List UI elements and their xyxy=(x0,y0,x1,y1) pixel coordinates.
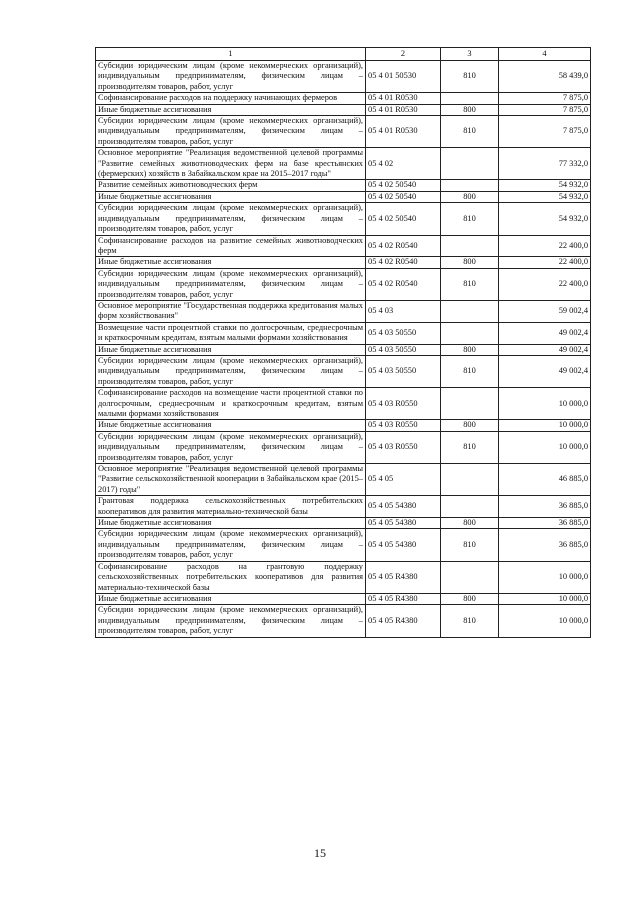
row-sum-cell: 10 000,0 xyxy=(499,388,591,420)
row-code-cell: 05 4 03 50550 xyxy=(366,322,441,344)
row-code-cell: 05 4 05 xyxy=(366,464,441,496)
row-expense-type-cell xyxy=(441,388,499,420)
row-name-cell: Основное мероприятие "Государственная поддержка кредитования малых форм хозяйствования" xyxy=(96,300,366,322)
row-name-cell: Субсидии юридическим лицам (кроме некоммерческих организаций), индивидуальным предпринимателям, физическим лицам – производителям товаров, работ, услуг xyxy=(96,116,366,148)
row-sum-cell: 46 885,0 xyxy=(499,464,591,496)
header-col-2: 2 xyxy=(366,48,441,61)
row-sum-cell: 10 000,0 xyxy=(499,605,591,637)
row-sum-cell: 49 002,4 xyxy=(499,355,591,387)
row-name-cell: Грантовая поддержка сельскохозяйственных потребительских кооперативов для развития материально-технической базы xyxy=(96,496,366,518)
row-expense-type-cell: 810 xyxy=(441,203,499,235)
row-sum-cell: 36 885,0 xyxy=(499,518,591,529)
row-name-cell: Основное мероприятие "Реализация ведомственной целевой программы "Развитие сельскохозяйственной кооперации в Забайкальском крае (2015–2017) годы" xyxy=(96,464,366,496)
row-sum-cell: 59 002,4 xyxy=(499,300,591,322)
row-name-cell: Софинансирование расходов на возмещение части процентной ставки по долгосрочным, среднесрочным и краткосрочным кредитам, взятым малыми формами хозяйствования xyxy=(96,388,366,420)
table-row xyxy=(96,104,591,115)
row-sum-cell: 77 332,0 xyxy=(499,148,591,180)
row-expense-type-cell xyxy=(441,93,499,104)
row-code-cell: 05 4 05 R4380 xyxy=(366,561,441,593)
table-row xyxy=(96,322,591,344)
row-name-cell: Иные бюджетные ассигнования xyxy=(96,518,366,529)
row-expense-type-cell: 810 xyxy=(441,605,499,637)
row-expense-type-cell xyxy=(441,180,499,191)
table-row xyxy=(96,235,591,257)
row-name-cell: Софинансирование расходов на поддержку начинающих фермеров xyxy=(96,93,366,104)
table-row xyxy=(96,420,591,431)
row-expense-type-cell xyxy=(441,235,499,257)
table-row xyxy=(96,561,591,593)
table-row xyxy=(96,518,591,529)
row-code-cell: 05 4 03 R0550 xyxy=(366,431,441,463)
row-name-cell: Субсидии юридическим лицам (кроме некоммерческих организаций), индивидуальным предпринимателям, физическим лицам – производителям товаров, работ, услуг xyxy=(96,431,366,463)
table-row xyxy=(96,605,591,637)
row-sum-cell: 49 002,4 xyxy=(499,322,591,344)
row-name-cell: Иные бюджетные ассигнования xyxy=(96,344,366,355)
row-expense-type-cell: 810 xyxy=(441,116,499,148)
row-code-cell: 05 4 02 xyxy=(366,148,441,180)
row-code-cell: 05 4 02 R0540 xyxy=(366,268,441,300)
row-expense-type-cell xyxy=(441,322,499,344)
row-expense-type-cell xyxy=(441,496,499,518)
row-code-cell: 05 4 02 50540 xyxy=(366,203,441,235)
table-row xyxy=(96,61,591,93)
table-row xyxy=(96,257,591,268)
row-name-cell: Основное мероприятие "Реализация ведомственной целевой программы "Развитие семейных животноводческих ферм на базе крестьянских (фермерских) хозяйств в Забайкальском крае на 2015–2017 годы" xyxy=(96,148,366,180)
table-row xyxy=(96,148,591,180)
table-row xyxy=(96,93,591,104)
row-code-cell: 05 4 01 R0530 xyxy=(366,93,441,104)
row-expense-type-cell: 810 xyxy=(441,529,499,561)
row-name-cell: Субсидии юридическим лицам (кроме некоммерческих организаций), индивидуальным предпринимателям, физическим лицам – производителям товаров, работ, услуг xyxy=(96,61,366,93)
table-row xyxy=(96,464,591,496)
row-name-cell: Развитие семейных животноводческих ферм xyxy=(96,180,366,191)
row-expense-type-cell: 810 xyxy=(441,355,499,387)
row-name-cell: Субсидии юридическим лицам (кроме некоммерческих организаций), индивидуальным предпринимателям, физическим лицам – производителям товаров, работ, услуг xyxy=(96,203,366,235)
row-sum-cell: 54 932,0 xyxy=(499,191,591,202)
row-code-cell: 05 4 05 R4380 xyxy=(366,593,441,604)
budget-table-body xyxy=(96,48,591,638)
header-col-1: 1 xyxy=(96,48,366,61)
table-row xyxy=(96,431,591,463)
row-code-cell: 05 4 02 50540 xyxy=(366,191,441,202)
row-sum-cell: 22 400,0 xyxy=(499,268,591,300)
table-row xyxy=(96,180,591,191)
row-expense-type-cell: 810 xyxy=(441,431,499,463)
row-name-cell: Иные бюджетные ассигнования xyxy=(96,104,366,115)
row-sum-cell: 7 875,0 xyxy=(499,104,591,115)
table-row xyxy=(96,268,591,300)
row-code-cell: 05 4 03 50550 xyxy=(366,344,441,355)
table-row xyxy=(96,116,591,148)
table-row xyxy=(96,344,591,355)
table-row xyxy=(96,496,591,518)
row-expense-type-cell: 800 xyxy=(441,257,499,268)
row-name-cell: Иные бюджетные ассигнования xyxy=(96,420,366,431)
row-sum-cell: 22 400,0 xyxy=(499,257,591,268)
table-row xyxy=(96,529,591,561)
header-col-3: 3 xyxy=(441,48,499,61)
row-expense-type-cell xyxy=(441,300,499,322)
row-code-cell: 05 4 01 50530 xyxy=(366,61,441,93)
row-code-cell: 05 4 03 xyxy=(366,300,441,322)
row-name-cell: Возмещение части процентной ставки по долгосрочным, среднесрочным и краткосрочным кредитам, взятым малыми формами хозяйствования xyxy=(96,322,366,344)
row-sum-cell: 36 885,0 xyxy=(499,496,591,518)
row-sum-cell: 54 932,0 xyxy=(499,203,591,235)
row-expense-type-cell xyxy=(441,464,499,496)
row-code-cell: 05 4 03 R0550 xyxy=(366,388,441,420)
row-name-cell: Иные бюджетные ассигнования xyxy=(96,257,366,268)
row-expense-type-cell: 800 xyxy=(441,593,499,604)
row-code-cell: 05 4 03 R0550 xyxy=(366,420,441,431)
table-row xyxy=(96,388,591,420)
budget-table xyxy=(95,47,591,638)
row-sum-cell: 36 885,0 xyxy=(499,529,591,561)
row-name-cell: Субсидии юридическим лицам (кроме некоммерческих организаций), индивидуальным предпринимателям, физическим лицам – производителям товаров, работ, услуг xyxy=(96,355,366,387)
row-name-cell: Софинансирование расходов на грантовую поддержку сельскохозяйственных потребительских кооперативов для развития материально-технической базы xyxy=(96,561,366,593)
row-code-cell: 05 4 05 54380 xyxy=(366,518,441,529)
row-expense-type-cell: 810 xyxy=(441,61,499,93)
row-name-cell: Иные бюджетные ассигнования xyxy=(96,593,366,604)
row-code-cell: 05 4 05 54380 xyxy=(366,529,441,561)
row-sum-cell: 7 875,0 xyxy=(499,93,591,104)
row-name-cell: Субсидии юридическим лицам (кроме некоммерческих организаций), индивидуальным предпринимателям, физическим лицам – производителям товаров, работ, услуг xyxy=(96,529,366,561)
row-code-cell: 05 4 01 R0530 xyxy=(366,104,441,115)
row-expense-type-cell: 800 xyxy=(441,191,499,202)
row-name-cell: Иные бюджетные ассигнования xyxy=(96,191,366,202)
row-name-cell: Субсидии юридическим лицам (кроме некоммерческих организаций), индивидуальным предпринимателям, физическим лицам – производителям товаров, работ, услуг xyxy=(96,605,366,637)
row-name-cell: Софинансирование расходов на развитие семейных животноводческих ферм xyxy=(96,235,366,257)
row-expense-type-cell: 800 xyxy=(441,518,499,529)
row-expense-type-cell: 810 xyxy=(441,268,499,300)
row-sum-cell: 10 000,0 xyxy=(499,561,591,593)
header-col-4: 4 xyxy=(499,48,591,61)
row-code-cell: 05 4 01 R0530 xyxy=(366,116,441,148)
row-expense-type-cell: 800 xyxy=(441,344,499,355)
row-sum-cell: 10 000,0 xyxy=(499,420,591,431)
row-sum-cell: 22 400,0 xyxy=(499,235,591,257)
row-code-cell: 05 4 03 50550 xyxy=(366,355,441,387)
row-sum-cell: 7 875,0 xyxy=(499,116,591,148)
row-expense-type-cell: 800 xyxy=(441,420,499,431)
row-expense-type-cell: 800 xyxy=(441,104,499,115)
row-sum-cell: 10 000,0 xyxy=(499,593,591,604)
row-sum-cell: 54 932,0 xyxy=(499,180,591,191)
row-expense-type-cell xyxy=(441,148,499,180)
table-row xyxy=(96,593,591,604)
table-header-row xyxy=(96,48,591,61)
page-number: 15 xyxy=(314,846,326,860)
table-row xyxy=(96,191,591,202)
row-sum-cell: 10 000,0 xyxy=(499,431,591,463)
row-code-cell: 05 4 05 54380 xyxy=(366,496,441,518)
table-row xyxy=(96,300,591,322)
row-code-cell: 05 4 02 R0540 xyxy=(366,235,441,257)
table-row xyxy=(96,203,591,235)
table-row xyxy=(96,355,591,387)
row-code-cell: 05 4 02 R0540 xyxy=(366,257,441,268)
row-expense-type-cell xyxy=(441,561,499,593)
row-sum-cell: 49 002,4 xyxy=(499,344,591,355)
row-code-cell: 05 4 05 R4380 xyxy=(366,605,441,637)
row-name-cell: Субсидии юридическим лицам (кроме некоммерческих организаций), индивидуальным предпринимателям, физическим лицам – производителям товаров, работ, услуг xyxy=(96,268,366,300)
row-sum-cell: 58 439,0 xyxy=(499,61,591,93)
row-code-cell: 05 4 02 50540 xyxy=(366,180,441,191)
